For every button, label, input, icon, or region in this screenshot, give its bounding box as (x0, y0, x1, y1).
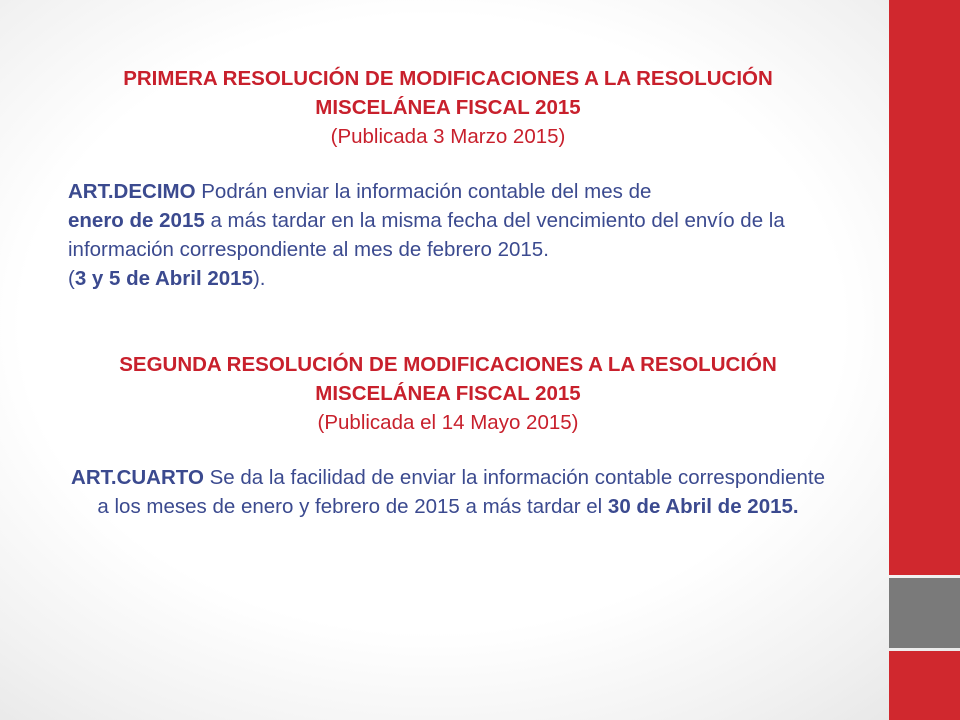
section2-date: (Publicada el 14 Mayo 2015) (317, 411, 579, 434)
section2-article-label: ART.CUARTO (71, 466, 204, 489)
section1-heading-line1: PRIMERA RESOLUCIÓN DE MODIFICACIONES A LA RESOLUCIÓN (123, 67, 773, 90)
section1-date: (Publicada 3 Marzo 2015) (330, 125, 566, 148)
section2-bold-b: 30 de Abril de 2015. (607, 495, 799, 518)
section2-heading (68, 350, 828, 408)
section1-heading-line2: MISCELÁNEA FISCAL 2015 (315, 96, 581, 119)
section1-article-label: ART.DECIMO (68, 180, 196, 203)
section2-text-a: Se da la facilidad de enviar la información contable correspondiente a los meses de enero y febrero de 2015 a más tardar el (97, 466, 825, 518)
section1-paren-open: ( (68, 267, 75, 290)
section1-bold-d: 3 y 5 de Abril 2015 (74, 267, 253, 290)
section1-text-c: a más tardar en la misma fecha del vencimiento del envío de la información correspondiente al mes de febrero 2015. (68, 209, 785, 261)
section1-heading (68, 64, 828, 122)
section2-heading-line1: SEGUNDA RESOLUCIÓN DE MODIFICACIONES A LA RESOLUCIÓN (119, 353, 777, 376)
section-primera-resolucion (68, 64, 828, 293)
section1-text-a: Podrán enviar la información contable del mes de (195, 180, 652, 203)
section2-article (68, 463, 828, 521)
side-band-red-top (889, 0, 960, 575)
slide-content (68, 64, 828, 521)
section-spacer (68, 293, 828, 350)
side-band-red-bottom (889, 651, 960, 720)
section2-heading-line2: MISCELÁNEA FISCAL 2015 (315, 382, 581, 405)
section1-bold-b: enero de 2015 (68, 209, 205, 232)
section-segunda-resolucion (68, 350, 828, 521)
side-band-gray (889, 578, 960, 648)
section1-paren-close: ). (252, 267, 266, 290)
section1-article (68, 177, 828, 293)
